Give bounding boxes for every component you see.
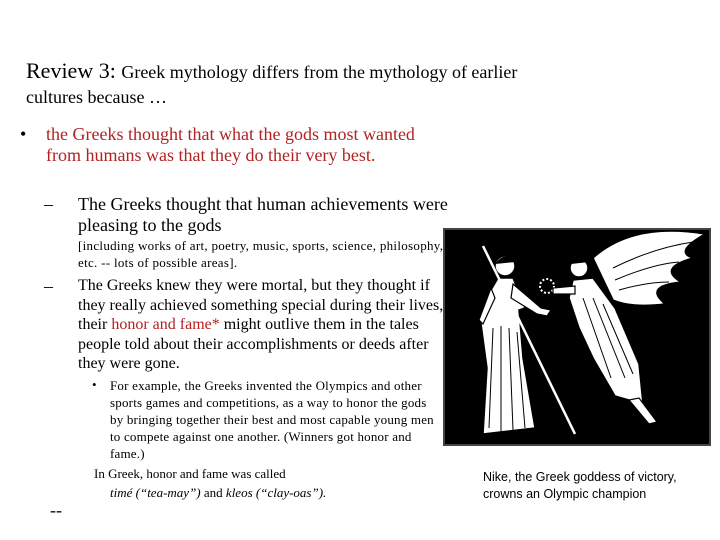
term-time: timé <box>110 485 133 500</box>
title-line1-text: Greek mythology differs from the mythology of earlier <box>121 62 518 82</box>
slide-title <box>26 58 517 84</box>
greek-terms-and: and <box>200 485 226 500</box>
image-caption: Nike, the Greek goddess of victory, crowns an Olympic champion <box>483 470 677 501</box>
trailing-dash: -- <box>50 500 62 520</box>
term-kleos-pronunciation: (“clay-oas”). <box>252 485 327 500</box>
title-prefix: Review 3: <box>26 58 122 83</box>
greek-terms-line <box>94 483 424 502</box>
greek-terms-note <box>94 464 424 502</box>
honor-fame-highlight: honor and fame* <box>111 316 220 333</box>
sub-point-2-text-before: The Greeks knew they were mortal, but they thought if they really achieved something special during their lives, their <box>78 277 444 333</box>
title-line2-text: cultures because … <box>26 87 167 107</box>
term-time-pronunciation: (“tea-may”) <box>132 485 201 500</box>
greek-terms-intro: In Greek, honor and fame was called <box>94 466 286 481</box>
main-bullet-text: the Greeks thought that what the gods most wanted from humans was that they do their very best. <box>46 124 415 165</box>
olympics-example-text: For example, the Greeks invented the Olympics and other sports games and competitions, as a way to honor the gods by bringing together their best and most capable young men to compete against one another. (Winners got honor and fame.) <box>110 378 434 461</box>
sub-point-1-note: [including works of art, poetry, music, sports, science, philosophy, etc. -- lots of possible areas]. <box>78 238 444 270</box>
nike-vase-painting-image <box>443 228 711 446</box>
sub-point-2-text-after: might outlive them in the tales people told about their accomplishments or deeds after they were gone. <box>78 316 429 372</box>
term-kleos: kleos <box>225 485 253 500</box>
sub-point-2-marker: – <box>44 276 53 296</box>
example-marker: • <box>92 377 97 392</box>
sub-point-1-marker: – <box>44 194 53 214</box>
vase-painting-illustration <box>443 228 711 446</box>
sub-point-2-text <box>78 276 448 374</box>
sub-point-1-text: The Greeks thought that human achievements were pleasing to the gods <box>78 194 448 235</box>
bullet-marker: • <box>20 124 27 144</box>
